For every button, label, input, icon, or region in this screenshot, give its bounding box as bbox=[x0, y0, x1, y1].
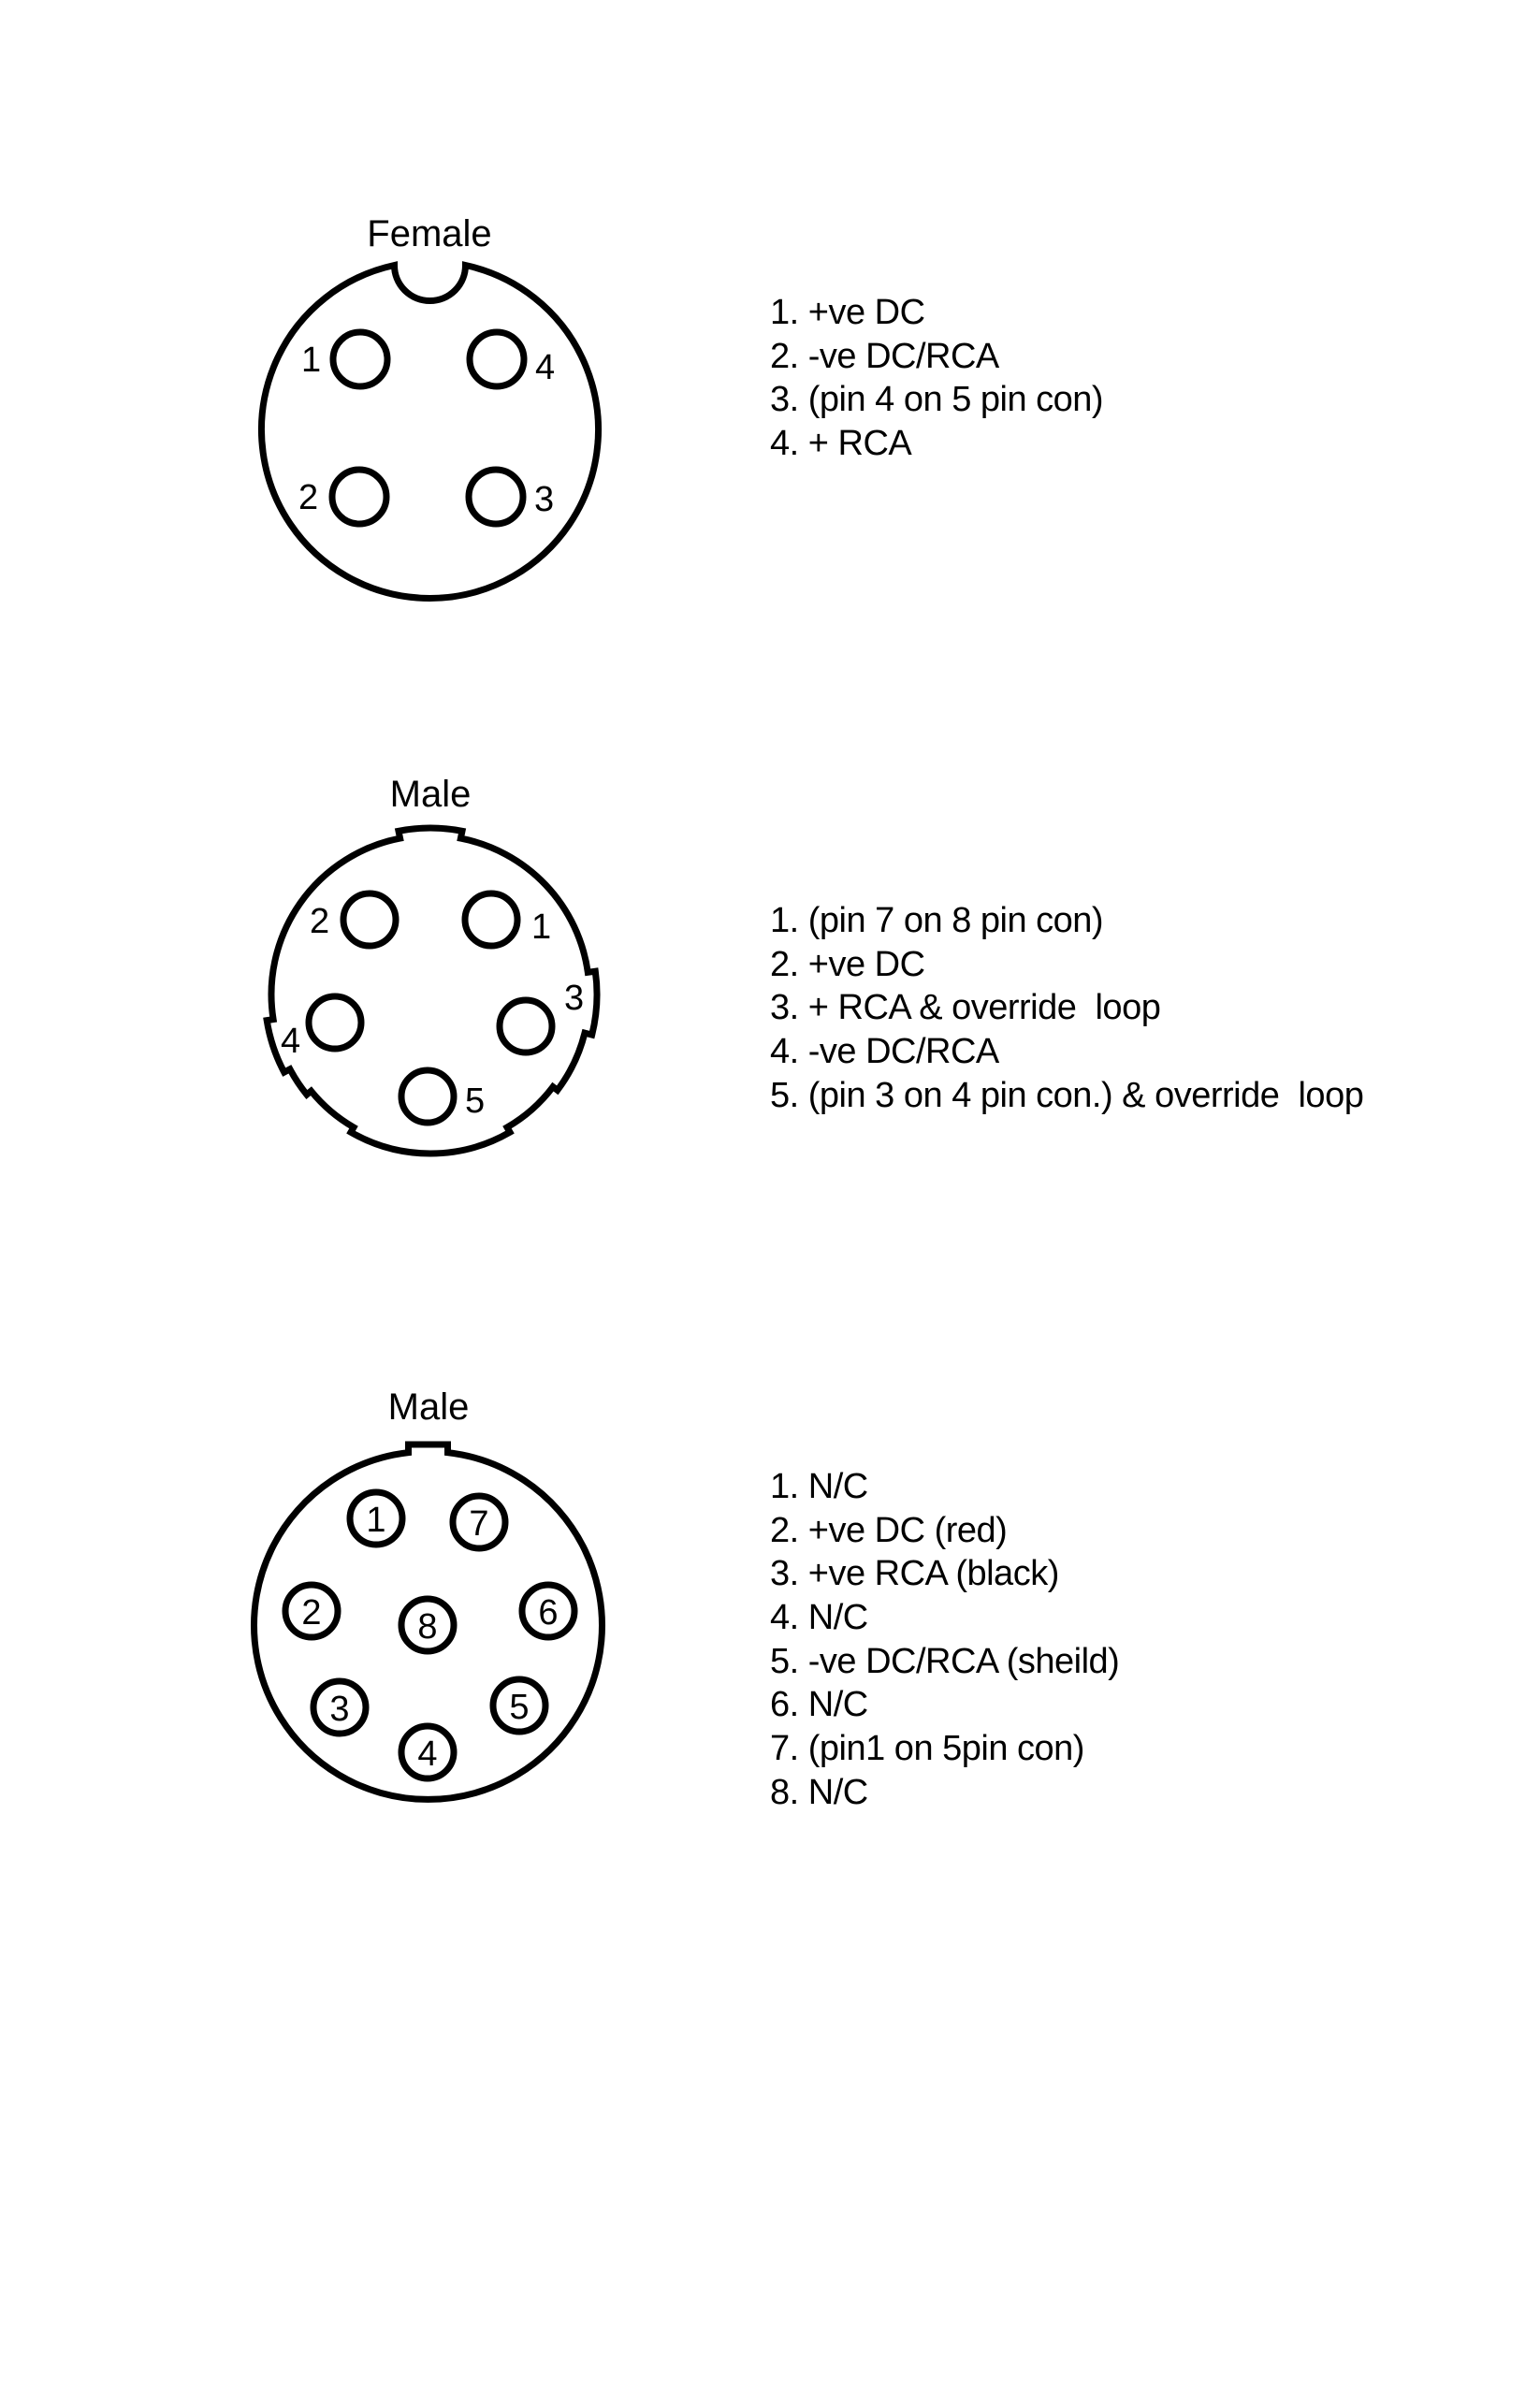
pin-label: 5 bbox=[509, 1688, 530, 1727]
pin-hole bbox=[343, 893, 396, 946]
pin-2 bbox=[298, 470, 386, 524]
connector-title: Male bbox=[387, 1386, 470, 1428]
connector-title: Female bbox=[367, 213, 492, 254]
pin-description: 2. -ve DC/RCA bbox=[770, 336, 999, 376]
pin-label: 1 bbox=[366, 1501, 386, 1540]
pin-label: 3 bbox=[329, 1690, 350, 1729]
pin-label: 4 bbox=[281, 1022, 301, 1061]
pin-label: 2 bbox=[298, 478, 319, 517]
pin-description: 1. +ve DC bbox=[770, 293, 925, 332]
pin-description: 2. +ve DC (red) bbox=[770, 1510, 1008, 1550]
pin-description: 3. +ve RCA (black) bbox=[770, 1554, 1059, 1594]
pin-4 bbox=[401, 1726, 454, 1778]
pin-5 bbox=[401, 1070, 485, 1123]
connector-male-5pin bbox=[267, 774, 597, 1154]
pin-description: 4. N/C bbox=[770, 1598, 868, 1638]
connector-title: Male bbox=[389, 774, 472, 815]
pin-label: 4 bbox=[417, 1735, 438, 1774]
pin-description: 4. + RCA bbox=[770, 424, 912, 464]
pin-hole bbox=[469, 470, 523, 524]
pin-hole bbox=[465, 893, 517, 946]
pin-hole bbox=[333, 332, 387, 386]
pin-1 bbox=[301, 332, 387, 386]
pin-2 bbox=[310, 893, 396, 946]
pin-description: 4. -ve DC/RCA bbox=[770, 1032, 999, 1072]
pin-label: 2 bbox=[310, 902, 330, 941]
pin-label: 8 bbox=[417, 1607, 438, 1647]
pin-label: 3 bbox=[564, 979, 585, 1018]
pin-hole bbox=[332, 470, 386, 524]
pin-description: 1. N/C bbox=[770, 1467, 868, 1506]
pin-label: 4 bbox=[535, 348, 556, 387]
pin-hole bbox=[309, 996, 361, 1049]
pin-hole bbox=[470, 332, 524, 386]
pin-description: 3. + RCA & override loop bbox=[770, 988, 1161, 1028]
connector-male-8pin bbox=[254, 1386, 602, 1799]
pin-label: 5 bbox=[465, 1081, 486, 1121]
pin-description: 3. (pin 4 on 5 pin con) bbox=[770, 380, 1104, 420]
pin-5 bbox=[493, 1679, 545, 1732]
pin-hole bbox=[401, 1070, 454, 1123]
pin-description: 8. N/C bbox=[770, 1772, 868, 1812]
pin-label: 1 bbox=[301, 341, 322, 380]
pin-label: 2 bbox=[301, 1593, 322, 1633]
pin-description: 1. (pin 7 on 8 pin con) bbox=[770, 901, 1104, 940]
pin-4 bbox=[281, 996, 361, 1061]
pin-label: 6 bbox=[538, 1593, 559, 1633]
pin-label: 3 bbox=[534, 480, 555, 519]
pin-3 bbox=[469, 470, 554, 524]
connector-outline-with-notch bbox=[261, 266, 598, 599]
pin-8 bbox=[401, 1599, 454, 1651]
pin-description: 5. -ve DC/RCA (sheild) bbox=[770, 1641, 1120, 1681]
pin-description: 6. N/C bbox=[770, 1685, 868, 1725]
pin-description: 2. +ve DC bbox=[770, 944, 925, 984]
pin-1 bbox=[465, 893, 551, 947]
pin-1 bbox=[350, 1492, 402, 1545]
pin-description-list-female-4pin bbox=[770, 291, 1103, 466]
pin-6 bbox=[522, 1585, 574, 1637]
pin-hole bbox=[500, 1000, 552, 1052]
pin-7 bbox=[453, 1496, 505, 1548]
connector-outline-keyed bbox=[267, 828, 597, 1154]
connector-female-4pin bbox=[261, 213, 598, 598]
pin-3 bbox=[313, 1681, 366, 1734]
pin-description: 7. (pin1 on 5pin con) bbox=[770, 1729, 1084, 1769]
pin-label: 1 bbox=[531, 907, 552, 947]
pin-2 bbox=[285, 1585, 338, 1637]
pin-description: 5. (pin 3 on 4 pin con.) & override loop bbox=[770, 1075, 1364, 1115]
pin-description-list-male-8pin bbox=[770, 1465, 1119, 1815]
pin-description-list-male-5pin bbox=[770, 899, 1363, 1117]
pin-3 bbox=[500, 979, 584, 1052]
pin-4 bbox=[470, 332, 555, 387]
pin-label: 7 bbox=[469, 1504, 489, 1544]
